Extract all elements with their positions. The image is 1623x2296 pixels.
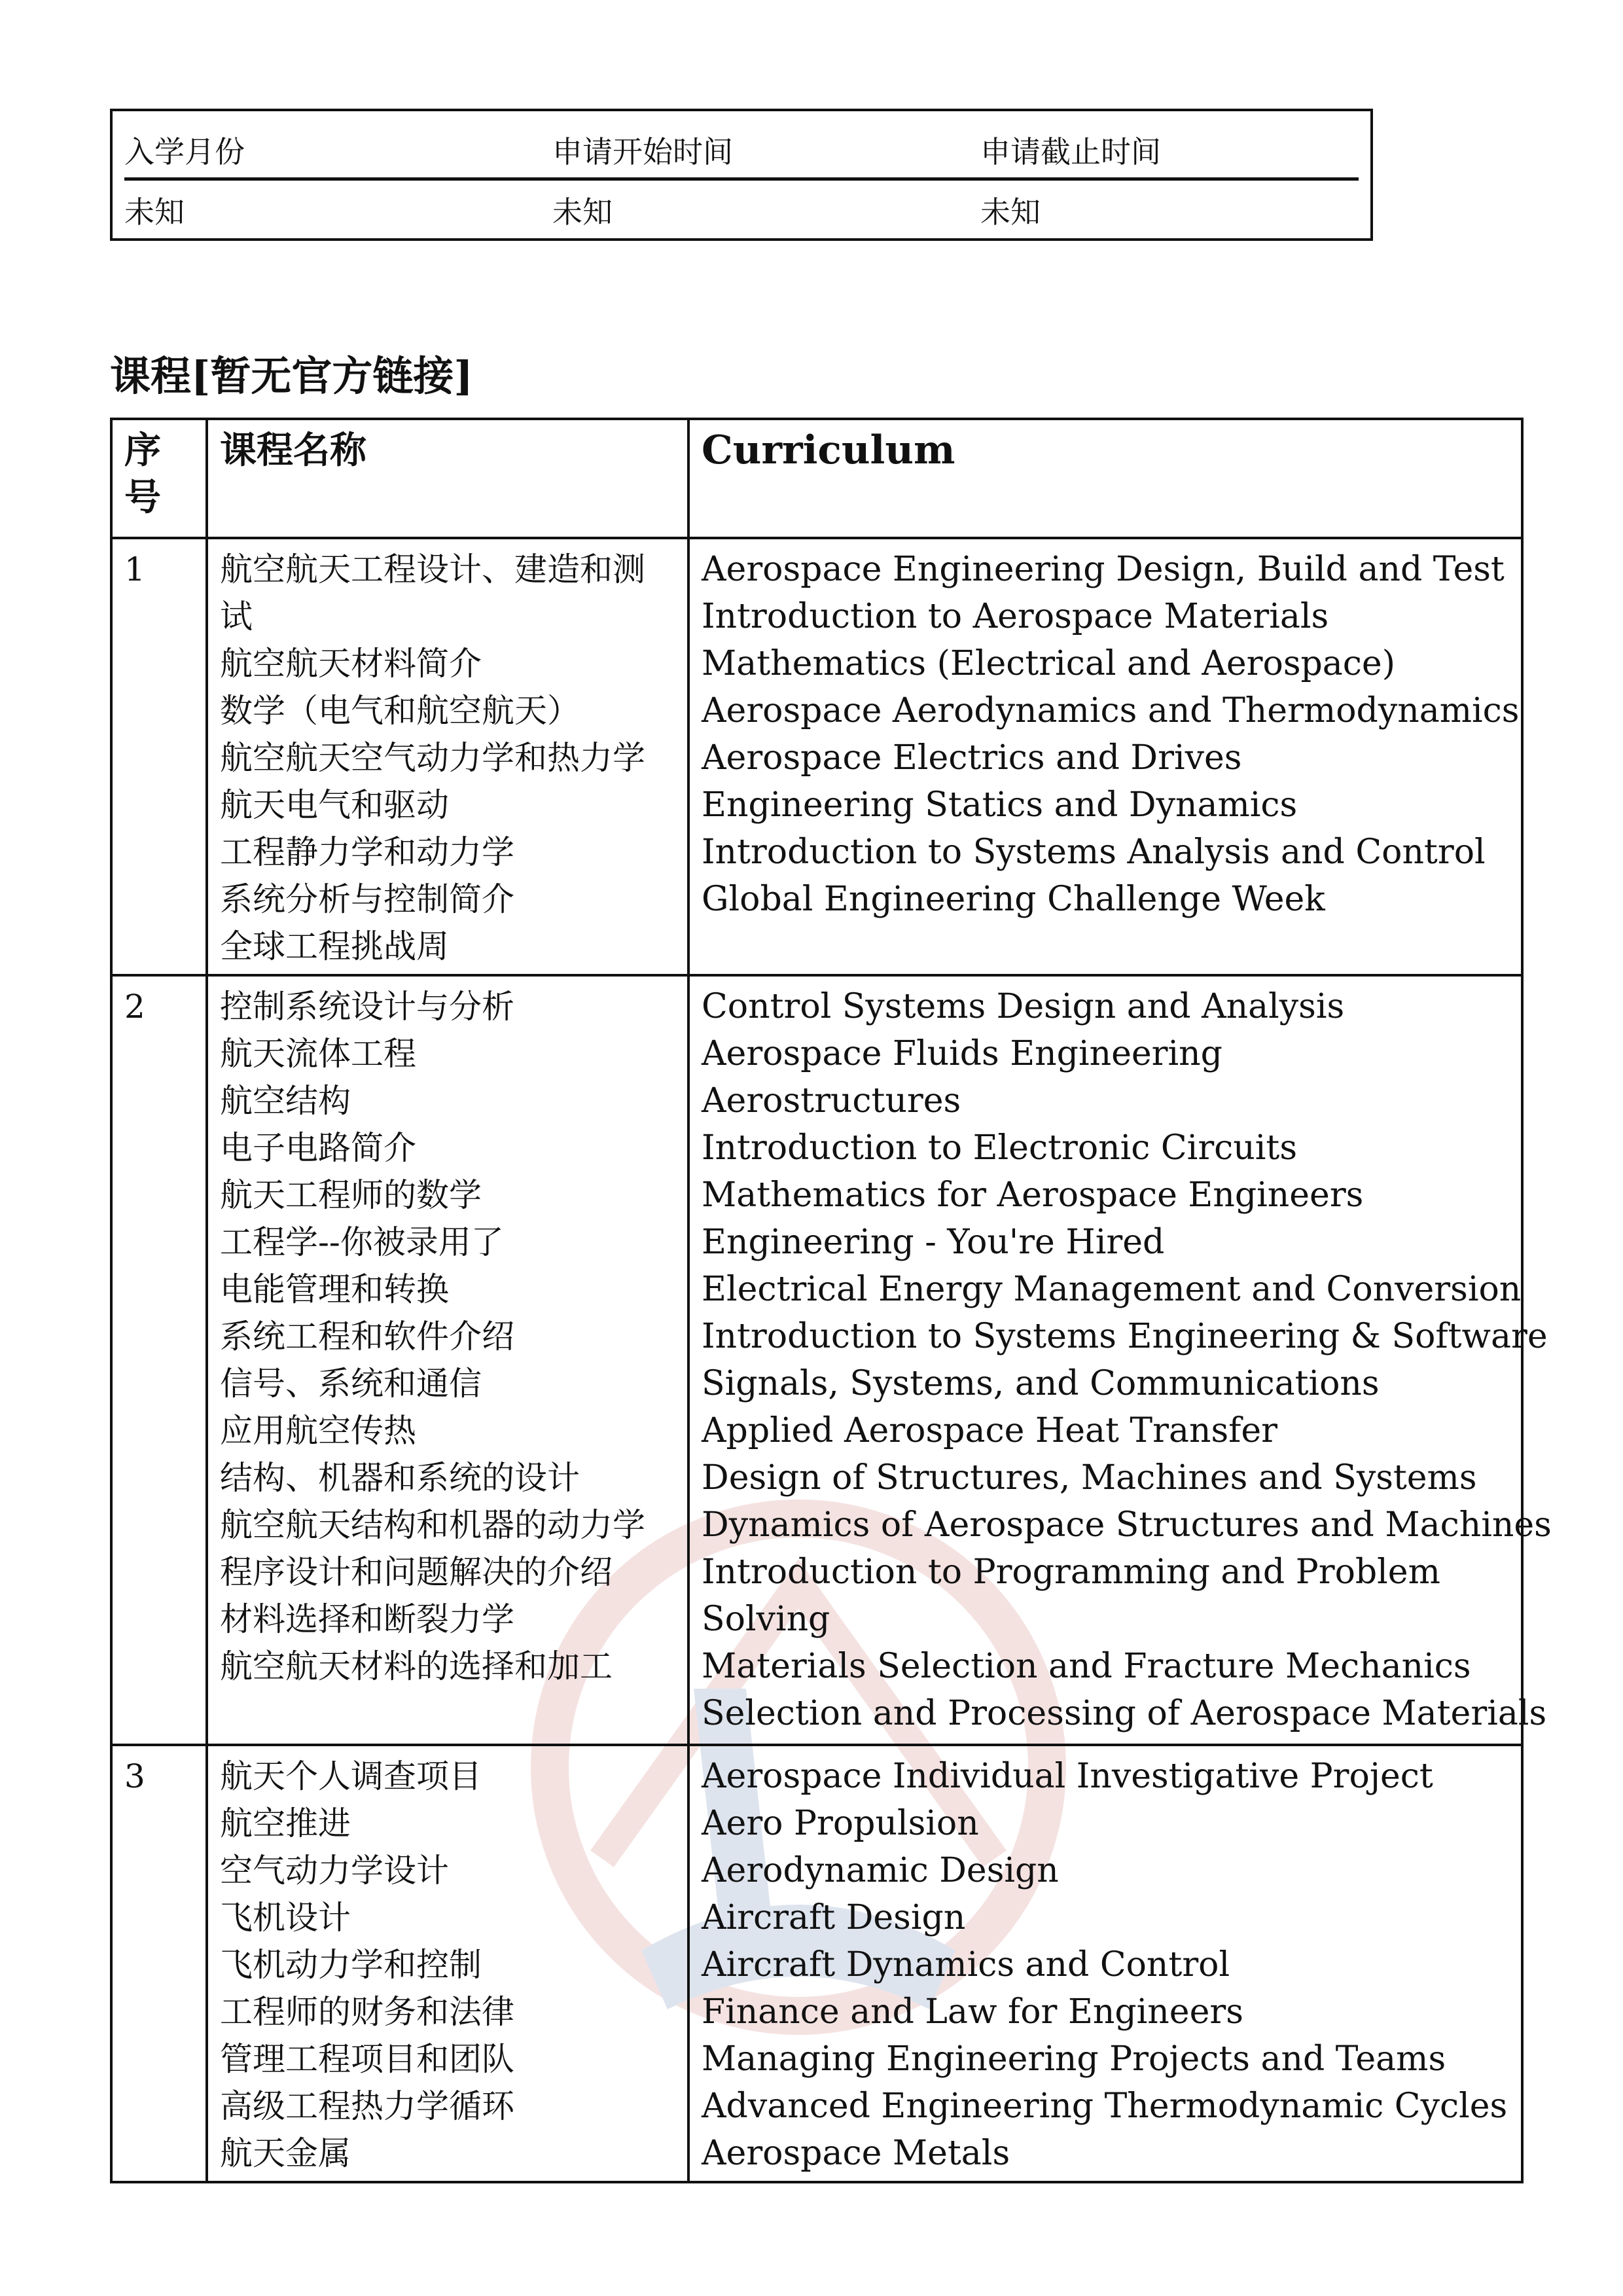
intake-value-start: 未知: [552, 194, 613, 230]
row-index: 1: [111, 538, 207, 975]
course-name-cn: 航空航天材料的选择和加工: [220, 1647, 613, 1685]
course-name-cn: 系统分析与控制简介: [220, 880, 514, 918]
row-index: 2: [111, 975, 207, 1745]
course-name-cn: 航空航天空气动力学和热力学: [220, 739, 645, 777]
course-name-en: Design of Structures, Machines and Systems: [702, 1458, 1477, 1498]
course-name-cn: 航天工程师的数学: [220, 1176, 482, 1214]
course-name-en: Engineering - You're Hired: [702, 1223, 1165, 1262]
course-name-cn: 结构、机器和系统的设计: [220, 1459, 580, 1497]
course-name-cn: 程序设计和问题解决的介绍: [220, 1553, 613, 1591]
curriculum-row-year-2: [111, 975, 1522, 1745]
course-name-cn: 系统工程和软件介绍: [220, 1318, 514, 1355]
course-name-cn: 全球工程挑战周: [220, 927, 449, 965]
course-name-cn: 应用航空传热: [220, 1412, 416, 1450]
course-list-cn: [207, 538, 688, 975]
curriculum-header-row: [111, 419, 1522, 538]
header-curriculum-en: Curriculum: [688, 419, 1522, 538]
course-name-en: Aerospace Electrics and Drives: [702, 738, 1242, 778]
row-index: 3: [111, 1745, 207, 2182]
course-name-cn: 航空航天材料简介: [220, 645, 482, 683]
header-course-name-cn: 课程名称: [207, 419, 688, 538]
course-name-cn: 航天金属: [220, 2134, 351, 2172]
curriculum-row-year-3: [111, 1745, 1522, 2182]
course-name-cn: 控制系统设计与分析: [220, 988, 514, 1026]
section-title: 课程[暂无官方链接]: [110, 352, 473, 400]
course-name-cn: 数学（电气和航空航天）: [220, 692, 580, 730]
course-name-cn: 电子电路简介: [220, 1129, 416, 1167]
intake-header-month: 入学月份: [124, 134, 245, 170]
course-name-en: Applied Aerospace Heat Transfer: [702, 1411, 1278, 1450]
course-name-cn: 管理工程项目和团队: [220, 2040, 514, 2078]
course-name-cn: 航空结构: [220, 1082, 351, 1120]
course-name-en: Control Systems Design and Analysis: [702, 987, 1345, 1026]
curriculum-table: [110, 418, 1552, 2183]
intake-value-deadline: 未知: [980, 194, 1041, 230]
course-name-cn: 航空航天结构和机器的动力学: [220, 1506, 645, 1544]
course-list-cn: [207, 1745, 688, 2182]
course-name-en: Selection and Processing of Aerospace Materials: [702, 1694, 1547, 1733]
course-name-cn: 空气动力学设计: [220, 1852, 449, 1890]
course-name-en: Global Engineering Challenge Week: [702, 880, 1325, 919]
course-list-en: [688, 538, 1522, 975]
course-name-en: Aircraft Design: [702, 1898, 966, 1937]
course-name-en: Aerospace Fluids Engineering: [702, 1034, 1222, 1073]
intake-header-start: 申请开始时间: [552, 134, 733, 170]
course-name-en: Aerospace Metals: [702, 2134, 1010, 2173]
course-name-en: Introduction to Systems Analysis and Control: [702, 833, 1486, 872]
course-name-en: Advanced Engineering Thermodynamic Cycles: [702, 2087, 1508, 2126]
course-name-en: Introduction to Electronic Circuits: [702, 1128, 1297, 1168]
course-name-en: Solving: [702, 1600, 830, 1639]
intake-header-deadline: 申请截止时间: [980, 134, 1161, 170]
intake-header-row: [113, 123, 1370, 181]
course-name-en: Aero Propulsion: [702, 1804, 979, 1843]
course-name-cn: 航天个人调查项目: [220, 1757, 482, 1795]
intake-table: [110, 109, 1373, 241]
course-name-cn: 高级工程热力学循环: [220, 2087, 514, 2125]
course-name-en: Aerospace Engineering Design, Build and Test: [702, 550, 1505, 589]
course-name-cn: 飞机动力学和控制: [220, 1946, 482, 1984]
course-name-en: Signals, Systems, and Communications: [702, 1364, 1380, 1403]
course-name-en: Aerospace Individual Investigative Project: [702, 1757, 1433, 1796]
course-name-cn: 航空推进: [220, 1804, 351, 1842]
course-name-en: Aerodynamic Design: [702, 1851, 1059, 1890]
curriculum-row-year-1: [111, 538, 1522, 975]
course-name-cn: 工程师的财务和法律: [220, 1993, 514, 2031]
course-name-cn: 飞机设计: [220, 1899, 351, 1937]
course-name-en: Aerostructures: [702, 1081, 961, 1121]
course-name-cn: 航空航天工程设计、建造和测试: [220, 550, 645, 636]
course-list-cn: [207, 975, 688, 1745]
course-name-en: Managing Engineering Projects and Teams: [702, 2039, 1446, 2079]
course-list-en: [688, 1745, 1522, 2182]
intake-value-month: 未知: [124, 194, 185, 230]
header-index: 序号: [111, 419, 207, 538]
intake-header-divider: [124, 177, 1359, 181]
course-name-cn: 航天电气和驱动: [220, 786, 449, 824]
course-name-en: Dynamics of Aerospace Structures and Machines: [702, 1505, 1552, 1545]
course-name-cn: 材料选择和断裂力学: [220, 1600, 514, 1638]
course-name-cn: 工程学--你被录用了: [220, 1223, 504, 1261]
intake-value-row: [113, 183, 1370, 241]
course-name-cn: 信号、系统和通信: [220, 1365, 482, 1403]
course-name-en: Electrical Energy Management and Conversion: [702, 1270, 1522, 1309]
course-name-en: Mathematics (Electrical and Aerospace): [702, 644, 1395, 683]
course-name-en: Mathematics for Aerospace Engineers: [702, 1175, 1364, 1215]
course-list-en: [688, 975, 1552, 1745]
course-name-en: Introduction to Programming and Problem: [702, 1552, 1440, 1592]
course-name-en: Aerospace Aerodynamics and Thermodynamics: [702, 691, 1520, 730]
course-name-cn: 航天流体工程: [220, 1035, 416, 1073]
course-name-en: Aircraft Dynamics and Control: [702, 1945, 1230, 1984]
course-name-en: Engineering Statics and Dynamics: [702, 785, 1298, 825]
course-name-en: Finance and Law for Engineers: [702, 1992, 1243, 2032]
course-name-cn: 电能管理和转换: [220, 1270, 449, 1308]
course-name-en: Materials Selection and Fracture Mechanics: [702, 1647, 1471, 1686]
course-name-en: Introduction to Aerospace Materials: [702, 597, 1329, 636]
course-name-en: Introduction to Systems Engineering & Software: [702, 1317, 1548, 1356]
course-name-cn: 工程静力学和动力学: [220, 833, 514, 871]
